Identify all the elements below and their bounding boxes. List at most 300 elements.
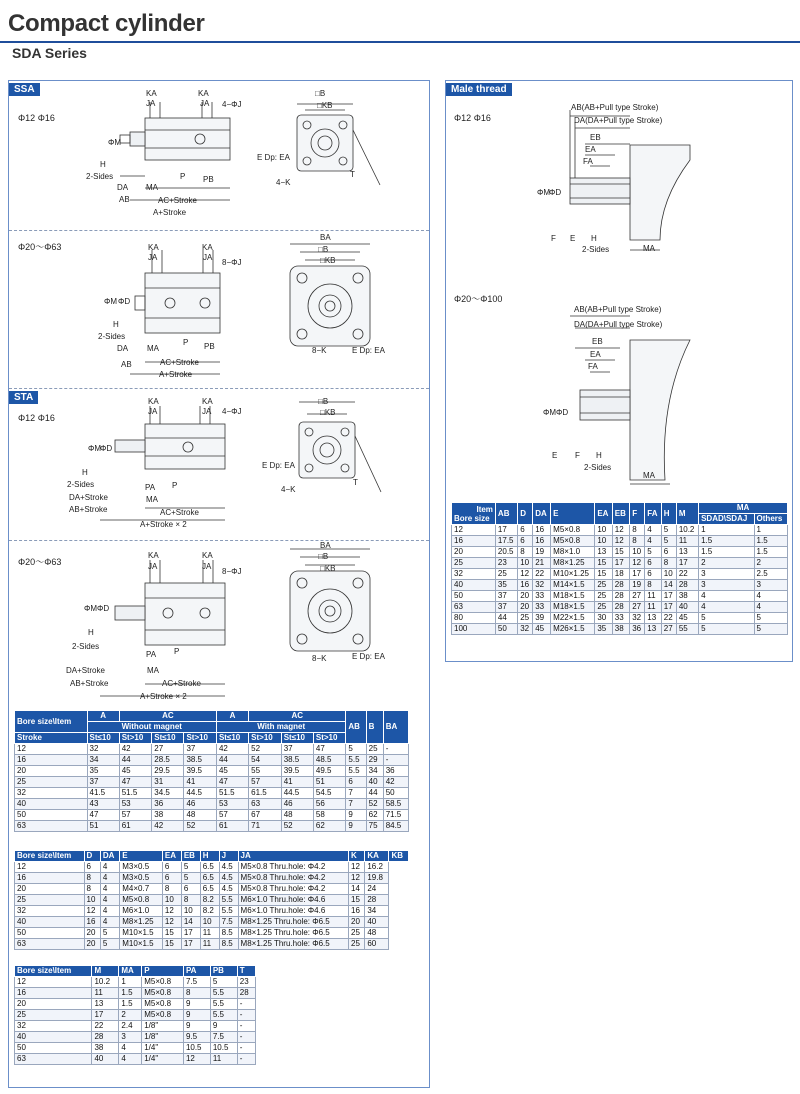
table-cell: 3 — [699, 569, 754, 580]
dim-ja: JA — [146, 99, 156, 108]
table-cell: 63 — [452, 602, 496, 613]
dim-ka: KA — [148, 397, 159, 406]
table-cell: 71 — [249, 821, 282, 832]
table-cell: 25 — [349, 939, 365, 950]
table-cell: 58 — [313, 810, 346, 821]
table-cell: 30 — [595, 613, 612, 624]
table-cell: 4 — [754, 591, 787, 602]
dim-ka: KA — [148, 551, 159, 560]
table-cell: 44 — [366, 788, 383, 799]
table-cell: 38 — [92, 1043, 119, 1054]
dim-da: DA — [117, 344, 129, 353]
table-cell: 34 — [365, 906, 389, 917]
table-cell: 32 — [87, 744, 119, 755]
table-cell: 12 — [162, 906, 181, 917]
table-cell: 41 — [184, 777, 217, 788]
divider-line — [9, 230, 429, 231]
dim-dastroke: DA+Stroke — [66, 666, 105, 675]
table-cell: 6 — [162, 873, 181, 884]
dim-ab: AB — [119, 195, 130, 204]
dim-ma: MA — [146, 183, 158, 192]
table-cell: 61 — [119, 821, 152, 832]
table-header: JA — [238, 851, 349, 862]
table-cell: 10 — [181, 906, 200, 917]
table-row — [15, 821, 409, 832]
table-header: St>10 — [119, 733, 152, 744]
dim-m: ΦM — [537, 188, 551, 197]
table-cell: 7.5 — [210, 1032, 237, 1043]
table-row — [15, 766, 409, 777]
table-row — [15, 755, 409, 766]
table-cell: 17 — [612, 558, 629, 569]
table-row — [15, 939, 409, 950]
table-row — [15, 884, 409, 895]
table-cell: 44 — [495, 613, 517, 624]
table-cell: 5 — [754, 613, 787, 624]
table-cell: 7 — [346, 799, 366, 810]
table-cell: 10 — [84, 895, 100, 906]
dim-b: □B — [318, 245, 329, 254]
table-cell: 32 — [518, 624, 533, 635]
table-cell: 44.5 — [184, 788, 217, 799]
table-cell: M5×0.8 Thru.hole: Φ4.2 — [238, 884, 349, 895]
dim-t: T — [350, 170, 355, 179]
table-header: Without magnet — [87, 722, 216, 733]
table-row — [452, 547, 788, 558]
table-header: M — [92, 966, 119, 977]
table-cell: 52 — [249, 744, 282, 755]
table-cell: 5 — [346, 744, 366, 755]
table-cell: 38 — [612, 624, 629, 635]
table-cell: 6 — [645, 569, 661, 580]
dim-ja: JA — [148, 407, 158, 416]
table-cell: 5 — [699, 624, 754, 635]
bore-label: Φ20～Φ63 — [18, 242, 62, 252]
table-cell: M5×0.8 — [551, 525, 595, 536]
table-header: With magnet — [216, 722, 345, 733]
table-cell: 45 — [533, 624, 551, 635]
dim-h: H — [596, 451, 602, 460]
table-cell: 4 — [645, 536, 661, 547]
table-cell: 22 — [533, 569, 551, 580]
dim-ac: AC+Stroke — [160, 508, 199, 517]
table-cell: 47 — [119, 777, 152, 788]
table-cell: 51 — [87, 821, 119, 832]
dim-ea: EA — [585, 145, 596, 154]
table-cell: 50 — [495, 624, 517, 635]
table-cell: M5×0.8 — [142, 1010, 184, 1021]
table-row — [15, 799, 409, 810]
table-cell: 1.5 — [119, 988, 142, 999]
table-header: E — [551, 503, 595, 525]
table-cell: M8×1.25 Thru.hole: Φ6.5 — [238, 928, 349, 939]
table-cell: 10 — [661, 569, 676, 580]
table-header: St≤10 — [281, 733, 313, 744]
dim-ma: MA — [146, 495, 158, 504]
table-header: EB — [612, 503, 629, 525]
sta-small-front-drawing — [285, 396, 395, 496]
dim-f: F — [575, 451, 580, 460]
dim-k: 8−K — [312, 654, 327, 663]
table-cell: M6×1.0 — [120, 906, 163, 917]
table-cell: 9 — [183, 1021, 210, 1032]
table-cell: 12 — [612, 536, 629, 547]
dim-sides: 2-Sides — [86, 172, 114, 181]
table-cell: 20 — [15, 999, 92, 1010]
table-cell: 5.5 — [346, 755, 366, 766]
table-cell: 44.5 — [281, 788, 313, 799]
table-cell: 8 — [84, 884, 100, 895]
table-cell: 8.2 — [200, 895, 219, 906]
table-cell: 67 — [249, 810, 282, 821]
table-cell: - — [237, 1043, 255, 1054]
table-header: F — [630, 503, 645, 525]
table-cell: 29.5 — [152, 766, 184, 777]
table-cell: 16 — [15, 988, 92, 999]
table-cell: 28 — [612, 602, 629, 613]
table-cell: 51.5 — [119, 788, 152, 799]
table-cell: 38.5 — [184, 755, 217, 766]
table-cell: 12 — [183, 1054, 210, 1065]
dim-ka: KA — [202, 243, 213, 252]
dim-ja: JA — [148, 253, 158, 262]
dim-d: ΦD — [100, 444, 113, 453]
dim-sides: 2-Sides — [67, 480, 95, 489]
table-cell: 57 — [216, 810, 248, 821]
table-cell: 28 — [612, 580, 629, 591]
table-cell: 23 — [237, 977, 255, 988]
table-cell: 50 — [15, 928, 85, 939]
table-header: A — [87, 711, 119, 722]
dim-t: T — [353, 478, 358, 487]
dim-ja: JA — [202, 562, 212, 571]
table-cell: M10×1.5 — [120, 939, 163, 950]
table-cell: 15 — [349, 895, 365, 906]
table-cell: 4.5 — [219, 884, 238, 895]
page-subtitle: SDA Series — [12, 45, 87, 61]
table-cell: 9 — [346, 821, 366, 832]
table-cell: 8 — [661, 558, 676, 569]
table-cell: 45 — [216, 766, 248, 777]
table-cell: 1/4" — [142, 1043, 184, 1054]
table-cell: 7 — [346, 788, 366, 799]
dim-j: 8−ΦJ — [222, 258, 242, 267]
table-header: MA — [119, 966, 142, 977]
table-cell: 10.5 — [183, 1043, 210, 1054]
table-cell: 13 — [645, 624, 661, 635]
table-cell: 5 — [210, 977, 237, 988]
table-cell: 4 — [699, 591, 754, 602]
table-header: AB — [346, 711, 366, 744]
table-header: Bore size\Item — [15, 711, 88, 733]
table-cell: 5 — [645, 547, 661, 558]
dim-b: □B — [318, 397, 329, 406]
table-cell: 17 — [92, 1010, 119, 1021]
dim-ja: JA — [200, 99, 210, 108]
table-row — [15, 862, 409, 873]
table-cell: 2 — [699, 558, 754, 569]
dim-h: H — [88, 628, 94, 637]
table-cell: M5×0.8 Thru.hole: Φ4.2 — [238, 873, 349, 884]
table-cell: 50 — [15, 810, 88, 821]
table-row — [15, 917, 409, 928]
table-cell: 58.5 — [383, 799, 408, 810]
table-cell: 52 — [184, 821, 217, 832]
table-cell: 11 — [645, 591, 661, 602]
dim-ba: BA — [320, 541, 331, 550]
table-cell: 15 — [612, 547, 629, 558]
table-cell: 9 — [183, 1010, 210, 1021]
table-cell: 25 — [15, 1010, 92, 1021]
table-cell: 5 — [100, 928, 119, 939]
table-cell: M10×1.5 — [120, 928, 163, 939]
table-cell: 40 — [15, 799, 88, 810]
table-cell: 48.5 — [313, 755, 346, 766]
table-cell: M8×1.0 — [551, 547, 595, 558]
table-cell: - — [383, 755, 408, 766]
divider-line — [9, 388, 429, 389]
dim-a: A+Stroke — [159, 370, 193, 379]
table-header — [452, 503, 496, 525]
dim-ja: JA — [202, 407, 212, 416]
table-header: EB — [181, 851, 200, 862]
table-cell: 22 — [661, 613, 676, 624]
table-cell: 28.5 — [152, 755, 184, 766]
table-cell: 1.5 — [699, 536, 754, 547]
table-cell: 28 — [365, 895, 389, 906]
table-cell: 33 — [533, 591, 551, 602]
table-cell: 22 — [92, 1021, 119, 1032]
table-cell: 10.2 — [92, 977, 119, 988]
dim-pb: PB — [203, 175, 214, 184]
table-cell: 37 — [495, 602, 517, 613]
table-cell: 5.5 — [210, 999, 237, 1010]
dim-edp: E Dp: EA — [257, 153, 290, 162]
table-cell: M5×0.8 — [120, 895, 163, 906]
table-cell: 1 — [119, 977, 142, 988]
section-tag-male-thread: Male thread — [446, 83, 512, 96]
table-header: BA — [383, 711, 408, 744]
table-cell: 45 — [676, 613, 698, 624]
table-header: T — [237, 966, 255, 977]
table-cell: 45 — [119, 766, 152, 777]
table-cell: - — [237, 1010, 255, 1021]
table-cell: 8 — [181, 895, 200, 906]
dim-sides: 2-Sides — [72, 642, 100, 651]
dim-pa: PA — [145, 483, 156, 492]
table-cell: M6×1.0 Thru.hole: Φ4.6 — [238, 906, 349, 917]
table-row — [15, 1010, 256, 1021]
bore-label: Φ12 Φ16 — [18, 413, 55, 423]
dim-pb: PB — [204, 342, 215, 351]
dim-b: □B — [318, 552, 329, 561]
table-cell: 27 — [630, 602, 645, 613]
table-cell: 12 — [630, 558, 645, 569]
table-cell: M22×1.5 — [551, 613, 595, 624]
table-header-item: Item — [476, 504, 493, 514]
dim-m: ΦM — [543, 408, 557, 417]
dim-ab: AB — [121, 360, 132, 369]
table-cell: 16.2 — [365, 862, 389, 873]
dim-ba: BA — [320, 233, 331, 242]
ssa-large-side-drawing — [100, 238, 240, 378]
table-cell: 6 — [518, 536, 533, 547]
table-cell: 20 — [84, 939, 100, 950]
table-cell: 35 — [87, 766, 119, 777]
table-cell: 4 — [100, 917, 119, 928]
table-cell: M18×1.5 — [551, 591, 595, 602]
table-cell: 17 — [630, 569, 645, 580]
table-cell: 33 — [612, 613, 629, 624]
table-header: KA — [365, 851, 389, 862]
table-cell: 4 — [119, 1043, 142, 1054]
table-cell: 25 — [452, 558, 496, 569]
table-cell: 24 — [365, 884, 389, 895]
table-cell: 71.5 — [383, 810, 408, 821]
table-cell: 11 — [200, 939, 219, 950]
table-row — [15, 1021, 256, 1032]
table-cell: 5.5 — [219, 906, 238, 917]
male-thread-table — [451, 502, 788, 635]
table-cell: 32 — [533, 580, 551, 591]
dim-k: 4−K — [281, 485, 296, 494]
dim-m: ΦM — [84, 604, 98, 613]
table-cell: 12 — [84, 906, 100, 917]
table-cell: 17 — [495, 525, 517, 536]
table-cell: M6×1.0 Thru.hole: Φ4.6 — [238, 895, 349, 906]
table-cell: 5.5 — [219, 895, 238, 906]
table-cell: 63 — [249, 799, 282, 810]
table-cell: 4 — [100, 873, 119, 884]
dim-p: P — [180, 172, 186, 181]
table-cell: 39 — [533, 613, 551, 624]
table-cell: 84.5 — [383, 821, 408, 832]
table-header: DA — [533, 503, 551, 525]
table-cell: 15 — [162, 928, 181, 939]
table-cell: 48 — [365, 928, 389, 939]
table-cell: 8 — [518, 547, 533, 558]
table-cell: 40 — [365, 917, 389, 928]
table-row — [452, 580, 788, 591]
dim-d: ΦD — [118, 297, 131, 306]
table-cell: 17 — [661, 591, 676, 602]
table-cell: - — [237, 999, 255, 1010]
dim-ka: KA — [198, 89, 209, 98]
table-cell: 32 — [15, 788, 88, 799]
table-cell: M3×0.5 — [120, 862, 163, 873]
table-cell: 16 — [15, 755, 88, 766]
table-row — [15, 988, 256, 999]
table-cell: 8 — [84, 873, 100, 884]
table-cell: - — [237, 1054, 255, 1065]
table-cell: 6 — [661, 547, 676, 558]
dim-k: 4−K — [276, 178, 291, 187]
table-row — [452, 569, 788, 580]
table-cell: 7.5 — [183, 977, 210, 988]
table-header: H — [200, 851, 219, 862]
table-cell: 20 — [518, 591, 533, 602]
table-header: D — [84, 851, 100, 862]
table-cell: 28 — [92, 1032, 119, 1043]
table-row — [15, 906, 409, 917]
table-cell: 16 — [84, 917, 100, 928]
table-cell: 1 — [699, 525, 754, 536]
table-cell: 53 — [216, 799, 248, 810]
dim-da-pull: DA(DA+Pull type Stroke) — [574, 116, 663, 125]
table-header: St>10 — [249, 733, 282, 744]
table-cell: 42 — [383, 777, 408, 788]
table-cell: 13 — [676, 547, 698, 558]
dim-ka: KA — [146, 89, 157, 98]
table-cell: 56 — [313, 799, 346, 810]
dim-edp: E Dp: EA — [352, 652, 385, 661]
table-cell: 54.5 — [313, 788, 346, 799]
dim-ja: JA — [203, 253, 213, 262]
ssa-small-front-drawing — [285, 90, 395, 190]
table-cell: 8 — [645, 580, 661, 591]
table-cell: 57 — [249, 777, 282, 788]
table-cell: 3 — [119, 1032, 142, 1043]
table-cell: 27 — [661, 624, 676, 635]
table-cell: 13 — [645, 613, 661, 624]
table-cell: 2.4 — [119, 1021, 142, 1032]
table-cell: 40 — [676, 602, 698, 613]
table-cell: 4 — [100, 906, 119, 917]
table-cell: 37 — [184, 744, 217, 755]
dim-ab-pull: AB(AB+Pull type Stroke) — [574, 305, 662, 314]
table-cell: 62 — [366, 810, 383, 821]
table-cell: 47 — [216, 777, 248, 788]
table-cell: 28 — [612, 591, 629, 602]
table-cell: 27 — [152, 744, 184, 755]
table-cell: 12 — [612, 525, 629, 536]
dim-ea: EA — [590, 350, 601, 359]
dim-ac: AC+Stroke — [160, 358, 199, 367]
table-header: J — [219, 851, 238, 862]
table-header: St>10 — [313, 733, 346, 744]
bore-label: Φ20～Φ100 — [454, 294, 503, 304]
table-cell: 16 — [349, 906, 365, 917]
table-header: PA — [183, 966, 210, 977]
table-cell: 12 — [349, 873, 365, 884]
table-cell: 3 — [754, 580, 787, 591]
table-cell: 20 — [452, 547, 496, 558]
table-cell: 10 — [595, 536, 612, 547]
table-cell: 19 — [533, 547, 551, 558]
table-cell: 50 — [15, 1043, 92, 1054]
table-cell: 80 — [452, 613, 496, 624]
table-cell: 29 — [366, 755, 383, 766]
table-cell: 15 — [162, 939, 181, 950]
table-header: Others — [754, 514, 787, 525]
table-cell: 8.5 — [219, 939, 238, 950]
table-cell: 6.5 — [200, 884, 219, 895]
dim-p: P — [174, 647, 180, 656]
bore-label: Φ12 Φ16 — [454, 113, 491, 123]
table-cell: 12 — [15, 977, 92, 988]
table-cell: 8 — [630, 536, 645, 547]
table-cell: 13 — [595, 547, 612, 558]
table-cell: 55 — [676, 624, 698, 635]
table-header: EA — [595, 503, 612, 525]
table-cell: 32 — [15, 906, 85, 917]
table-row — [15, 777, 409, 788]
dim-kb: □KB — [320, 408, 336, 417]
table-row — [15, 788, 409, 799]
table-cell: 8 — [183, 988, 210, 999]
table-cell: 1/8" — [142, 1032, 184, 1043]
dim-kb: □KB — [320, 564, 336, 573]
